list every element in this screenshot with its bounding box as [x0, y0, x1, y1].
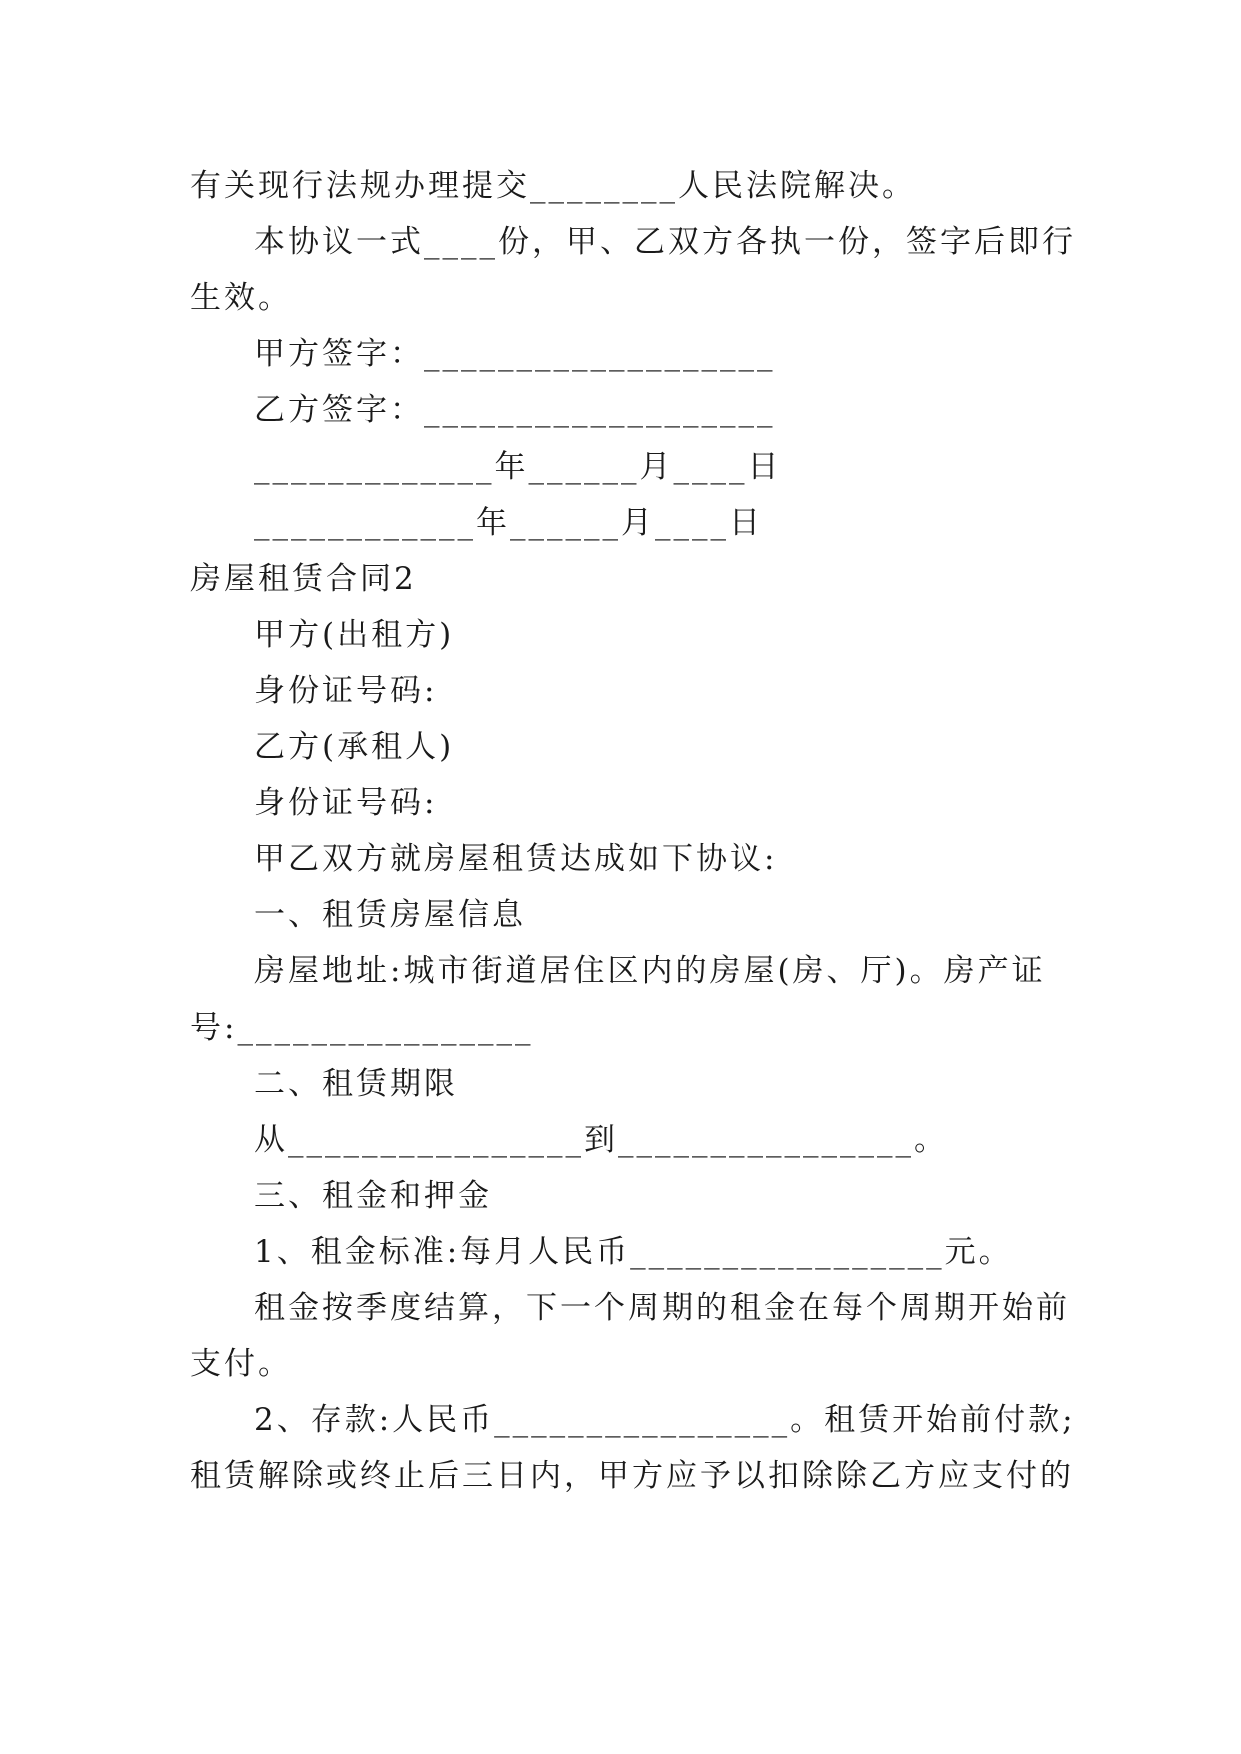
- text-line: 1、租金标准:每月人民币_________________元。: [254, 1234, 1013, 1270]
- text-line: 生效。: [190, 280, 292, 316]
- party-b-signature-line: 乙方签字：___________________: [254, 392, 776, 428]
- text-line: 甲方(出租方): [254, 617, 455, 653]
- party-a-signature-line: 甲方签字：___________________: [254, 336, 776, 372]
- text-line: 2、存款:人民币________________。租赁开始前付款;: [254, 1402, 1076, 1438]
- text-line: 从________________到________________。: [254, 1122, 948, 1158]
- text-line: 身份证号码:: [254, 673, 438, 709]
- text-line: 乙方(承租人): [254, 729, 455, 765]
- text-line: 号:________________: [190, 1010, 534, 1046]
- date-line: ____________年______月____日: [254, 505, 763, 541]
- text-line: 租金按季度结算，下一个周期的租金在每个周期开始前: [254, 1290, 1070, 1326]
- contract-title: 房屋租赁合同2: [190, 561, 417, 597]
- section-heading: 二、租赁期限: [254, 1066, 458, 1102]
- text-line: 房屋地址:城市街道居住区内的房屋(房、厅)。房产证: [254, 953, 1046, 989]
- date-line: _____________年______月____日: [254, 449, 782, 485]
- text-line: 身份证号码:: [254, 785, 438, 821]
- text-line: 支付。: [190, 1346, 292, 1382]
- text-line: 租赁解除或终止后三日内，甲方应予以扣除除乙方应支付的: [190, 1458, 1074, 1494]
- text-line: 有关现行法规办理提交________人民法院解决。: [190, 168, 916, 204]
- text-line: 甲乙双方就房屋租赁达成如下协议:: [254, 841, 778, 877]
- section-heading: 一、租赁房屋信息: [254, 897, 526, 933]
- section-heading: 三、租金和押金: [254, 1178, 492, 1214]
- text-line: 本协议一式____份，甲、乙双方各执一份，签字后即行: [254, 224, 1076, 260]
